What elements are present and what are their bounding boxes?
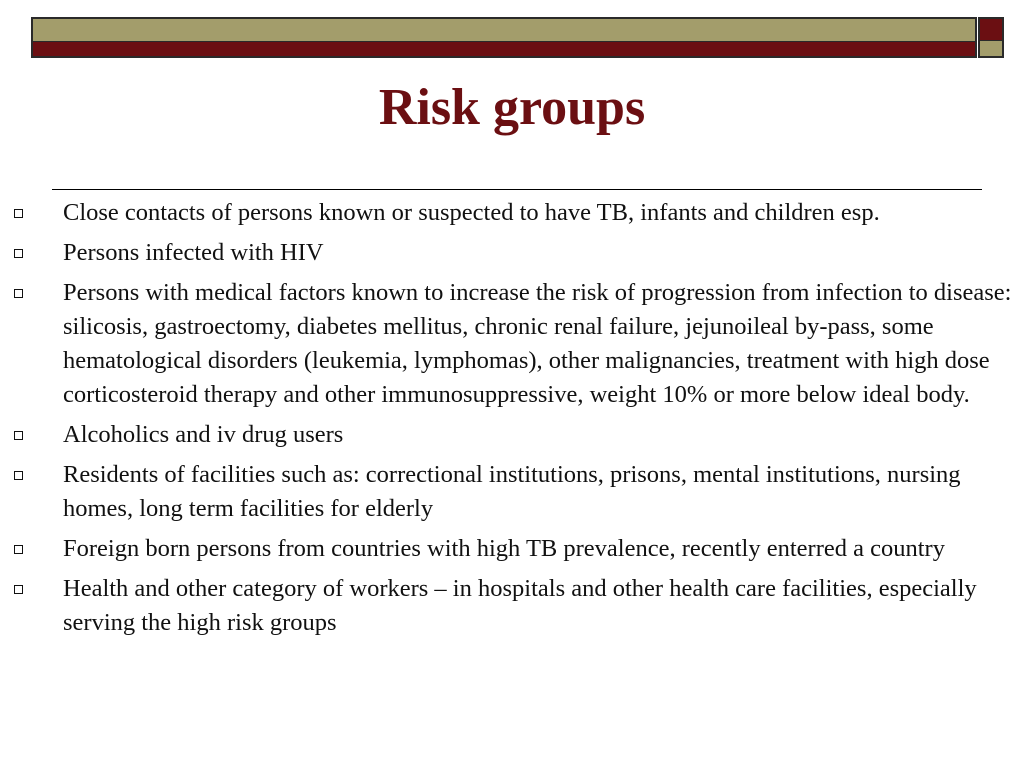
hollow-square-icon — [14, 289, 23, 298]
bullet-list — [0, 196, 1024, 646]
bullet-item — [0, 418, 1024, 452]
bullet-text: Health and other category of workers – in hospitals and other health care facilities, especially serving the high risk groups — [63, 575, 977, 636]
slide-title: Risk groups — [378, 79, 646, 136]
bullet-item — [0, 236, 1024, 270]
bullet-text: Persons infected with HIV — [63, 239, 324, 266]
banner-square-top — [978, 17, 1004, 41]
bullet-item — [0, 196, 1024, 230]
hollow-square-icon — [14, 431, 23, 440]
bullet-text: Foreign born persons from countries with high TB prevalence, recently enterred a country — [63, 535, 945, 562]
hollow-square-icon — [14, 471, 23, 480]
bullet-item — [0, 276, 1024, 412]
hollow-square-icon — [14, 545, 23, 554]
bullet-item — [0, 532, 1024, 566]
bullet-text: Persons with medical factors known to increase the risk of progression from infection to disease: silicosis, gastroectomy, diabetes mellitus, chronic renal failure, jejunoileal by-pass, some hematological disorders (leukemia, lymphomas), other malignancies, treatment with high dose corticosteroid therapy and other immunosuppressive, weight 10% or more below ideal body. — [63, 279, 1012, 408]
bullet-text: Close contacts of persons known or suspected to have TB, infants and children esp. — [63, 199, 880, 226]
bullet-item — [0, 572, 1024, 640]
bullet-text: Alcoholics and iv drug users — [63, 421, 344, 448]
bullet-text: Residents of facilities such as: correctional institutions, prisons, mental institutions, nursing homes, long term facilities for elderly — [63, 461, 961, 522]
hollow-square-icon — [14, 209, 23, 218]
banner-bar-top — [31, 17, 977, 41]
title-divider — [52, 189, 982, 190]
banner-bar-bottom — [31, 41, 977, 58]
hollow-square-icon — [14, 585, 23, 594]
banner-square-bottom — [978, 41, 1004, 58]
hollow-square-icon — [14, 249, 23, 258]
bullet-item — [0, 458, 1024, 526]
